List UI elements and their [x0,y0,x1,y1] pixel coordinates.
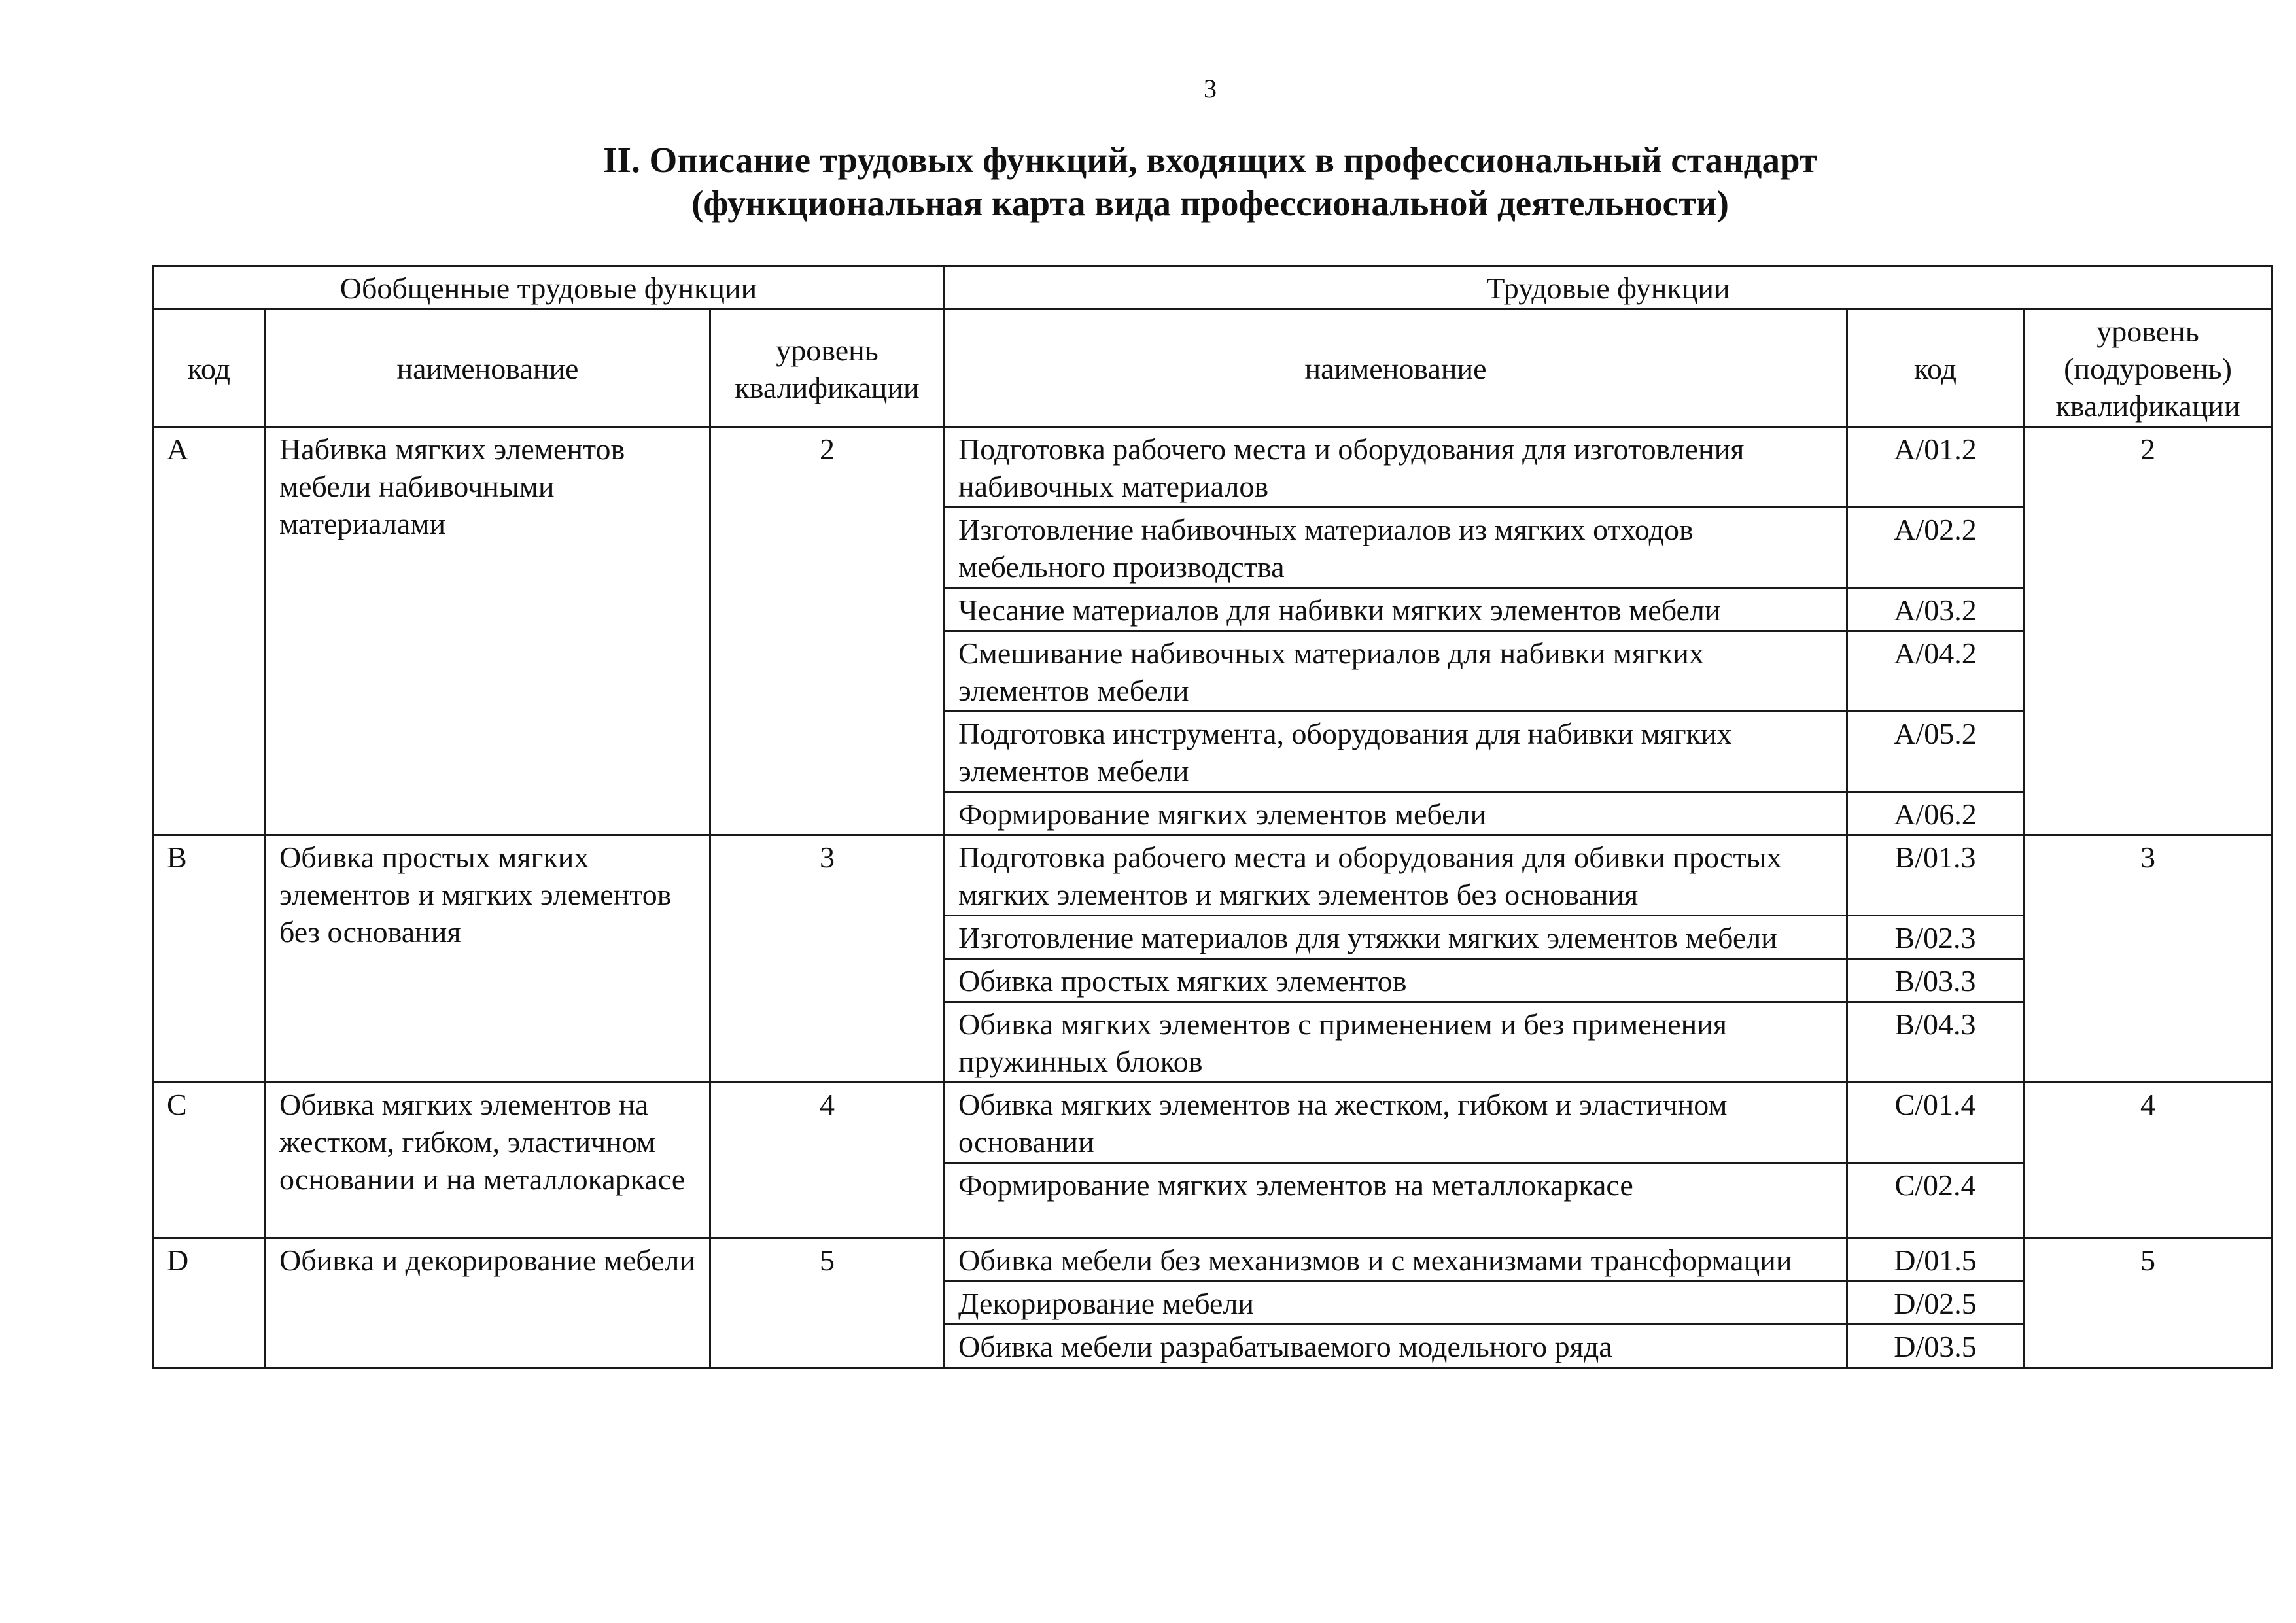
functional-map-table [152,265,2273,1369]
tf-name: Обивка мягких элементов на жестком, гибком и эластичном основании [945,1083,1847,1163]
tf-name: Подготовка рабочего места и оборудования для обивки простых мягких элементов и мягких элементов без основания [945,835,1847,916]
header-tf-name: наименование [945,309,1847,427]
tf-name: Чесание материалов для набивки мягких элементов мебели [945,588,1847,631]
gf-name: Обивка мягких элементов на жестком, гибком, эластичном основании и на металлокаркасе [266,1083,710,1238]
header-tf-code: код [1847,309,2024,427]
tf-code: B/03.3 [1847,959,2024,1002]
tf-name: Изготовление набивочных материалов из мягких отходов мебельного производства [945,508,1847,588]
tf-code: A/05.2 [1847,712,2024,792]
gf-code: C [153,1083,266,1238]
tf-level: 2 [2024,427,2272,835]
tf-code: B/02.3 [1847,916,2024,959]
tf-name: Формирование мягких элементов на металлокаркасе [945,1163,1847,1238]
tf-code: A/02.2 [1847,508,2024,588]
table-row [153,427,2272,508]
gf-code: D [153,1238,266,1368]
gf-level: 3 [710,835,945,1083]
tf-code: B/04.3 [1847,1002,2024,1083]
table-row [153,1083,2272,1163]
table-row [153,1238,2272,1282]
gf-code: A [153,427,266,835]
tf-name: Смешивание набивочных материалов для набивки мягких элементов мебели [945,631,1847,712]
tf-code: A/03.2 [1847,588,2024,631]
gf-code: B [153,835,266,1083]
page-number: 3 [1204,74,1217,103]
title-line-2: (функциональная карта вида профессиональной деятельности) [691,183,1729,223]
header-labor-functions: Трудовые функции [945,266,2272,309]
page-title [392,139,2028,225]
gf-level: 2 [710,427,945,835]
header-gf-name: наименование [266,309,710,427]
tf-name: Формирование мягких элементов мебели [945,792,1847,835]
header-tf-level: уровень (подуровень) квалификации [2024,309,2272,427]
header-row-groups [153,266,2272,309]
tf-level: 3 [2024,835,2272,1083]
gf-name: Набивка мягких элементов мебели набивочными материалами [266,427,710,835]
gf-level: 5 [710,1238,945,1368]
tf-name: Изготовление материалов для утяжки мягких элементов мебели [945,916,1847,959]
header-row-columns [153,309,2272,427]
tf-name: Обивка мягких элементов с применением и без применения пружинных блоков [945,1002,1847,1083]
tf-name: Подготовка рабочего места и оборудования для изготовления набивочных материалов [945,427,1847,508]
tf-code: A/01.2 [1847,427,2024,508]
tf-name: Подготовка инструмента, оборудования для набивки мягких элементов мебели [945,712,1847,792]
tf-name: Обивка мебели разрабатываемого модельного ряда [945,1325,1847,1368]
tf-level: 4 [2024,1083,2272,1238]
gf-name: Обивка простых мягких элементов и мягких элементов без основания [266,835,710,1083]
tf-level: 5 [2024,1238,2272,1368]
tf-code: D/02.5 [1847,1282,2024,1325]
tf-code: A/04.2 [1847,631,2024,712]
tf-code: C/02.4 [1847,1163,2024,1238]
tf-code: A/06.2 [1847,792,2024,835]
gf-name: Обивка и декорирование мебели [266,1238,710,1368]
tf-name: Декорирование мебели [945,1282,1847,1325]
tf-code: C/01.4 [1847,1083,2024,1163]
tf-name: Обивка простых мягких элементов [945,959,1847,1002]
gf-level: 4 [710,1083,945,1238]
header-gf-code: код [153,309,266,427]
tf-code: D/01.5 [1847,1238,2024,1282]
tf-name: Обивка мебели без механизмов и с механизмами трансформации [945,1238,1847,1282]
header-gf-level: уровень квалификации [710,309,945,427]
header-generalized-functions: Обобщенные трудовые функции [153,266,945,309]
title-line-1: II. Описание трудовых функций, входящих в профессиональный стандарт [603,140,1817,180]
tf-code: B/01.3 [1847,835,2024,916]
table-row [153,835,2272,916]
tf-code: D/03.5 [1847,1325,2024,1368]
